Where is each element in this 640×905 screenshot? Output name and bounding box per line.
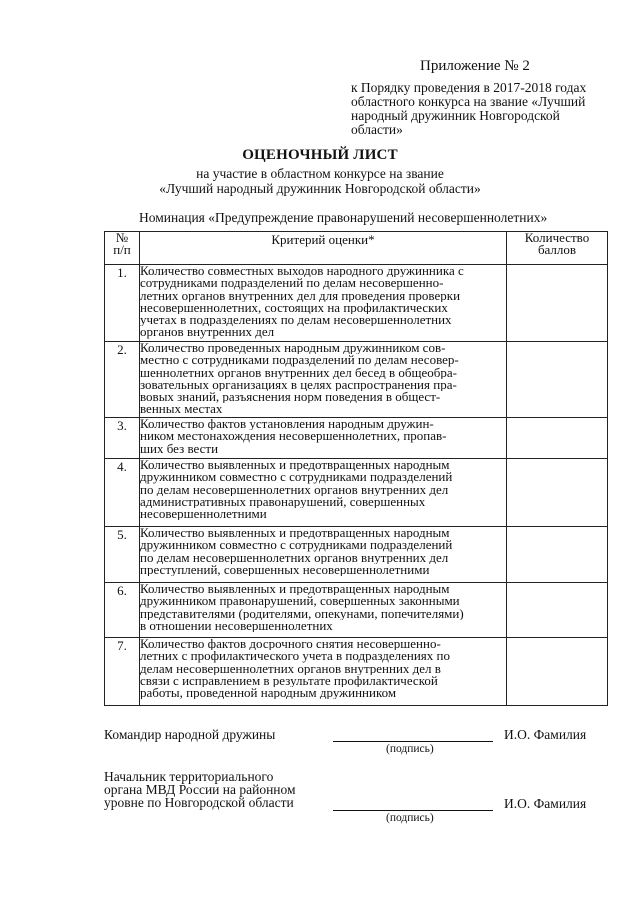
criterion-line: Количество выявленных и предотвращенных народным xyxy=(140,459,450,472)
chief-label-line: органа МВД России на районном xyxy=(104,782,296,797)
header-score-line2: баллов xyxy=(537,242,577,257)
commander-label: Командир народной дружины xyxy=(104,727,276,742)
criterion-line: дружинником совместно с сотрудниками подразделений xyxy=(140,539,453,552)
row-criterion xyxy=(140,418,507,459)
criterion-line: вовых знаний, разъяснения норм поведения в общест- xyxy=(140,391,441,404)
score-input-cell[interactable] xyxy=(507,342,608,418)
row-number: 6. xyxy=(105,583,140,638)
score-input-cell[interactable] xyxy=(507,418,608,459)
header-score-line1: Количество xyxy=(524,230,590,245)
criterion-line: ником местонахождения несовершеннолетних, пропав- xyxy=(140,430,447,443)
header-score xyxy=(507,232,608,265)
criterion-line: шеннолетних органов внутренних дел бесед в общеобра- xyxy=(140,366,457,379)
commander-signature-hint: (подпись) xyxy=(386,743,434,755)
table-row xyxy=(105,638,608,706)
table-row xyxy=(105,342,608,418)
row-criterion xyxy=(140,638,507,706)
criterion-line: представителями (родителями, опекунами, попечителями) xyxy=(140,607,464,620)
document-title: ОЦЕНОЧНЫЙ ЛИСТ xyxy=(242,147,398,163)
criterion-line: Количество проведенных народным дружинником сов- xyxy=(140,342,446,355)
criterion-line: Количество выявленных и предотвращенных народным xyxy=(140,527,450,540)
criterion-line: преступлений, совершенных несовершеннолетними xyxy=(140,563,430,577)
header-criterion: Критерий оценки* xyxy=(140,232,507,265)
criterion-line: дружинником совместно с сотрудниками подразделений xyxy=(140,471,453,484)
table-row xyxy=(105,527,608,583)
appendix-ref-line: области» xyxy=(351,122,403,137)
criterion-line: Количество фактов установления народным дружин- xyxy=(140,418,434,431)
row-criterion xyxy=(140,583,507,638)
chief-name: И.О. Фамилия xyxy=(504,796,587,811)
appendix-ref-line: к Порядку проведения в 2017-2018 годах xyxy=(351,80,587,95)
criterion-line: ших без вести xyxy=(140,442,219,455)
criterion-line: органов внутренних дел xyxy=(140,326,275,339)
criterion-line: несовершеннолетних, состоящих на профилактических xyxy=(140,301,448,315)
document-subtitle-line2: «Лучший народный дружинник Новгородской области» xyxy=(159,181,481,196)
appendix-ref-line: народный дружинник Новгородской xyxy=(351,108,560,123)
table-header-row xyxy=(105,232,608,265)
row-number: 2. xyxy=(105,342,140,418)
appendix-title: Приложение № 2 xyxy=(420,58,530,74)
score-input-cell[interactable] xyxy=(507,527,608,583)
criterion-line: работы, проведенной народным дружинником xyxy=(140,687,397,700)
criterion-line: в отношении несовершеннолетних xyxy=(140,619,333,633)
criterion-line: делам несовершеннолетних органов внутренних дел в xyxy=(140,662,441,675)
table-row xyxy=(105,583,608,638)
chief-signature-hint: (подпись) xyxy=(386,812,434,824)
criterion-line: несовершеннолетними xyxy=(140,508,267,521)
commander-name: И.О. Фамилия xyxy=(504,727,587,742)
score-input-cell[interactable] xyxy=(507,638,608,706)
row-criterion xyxy=(140,527,507,583)
chief-signature-line[interactable] xyxy=(333,810,493,811)
score-input-cell[interactable] xyxy=(507,265,608,342)
criterion-line: Количество фактов досрочного снятия несовершенно- xyxy=(140,638,441,651)
nomination: Номинация «Предупреждение правонарушений несовершеннолетних» xyxy=(139,210,548,225)
chief-label xyxy=(104,770,296,809)
criterion-line: летних с профилактического учета в подразделениях по xyxy=(140,650,450,663)
criterion-line: по делам несовершеннолетних органов внутренних дел xyxy=(140,551,449,564)
header-num xyxy=(105,232,140,265)
commander-signature-line[interactable] xyxy=(333,741,493,742)
score-table xyxy=(104,231,608,706)
criterion-line: венных местах xyxy=(140,403,223,416)
row-number: 5. xyxy=(105,527,140,583)
row-number: 1. xyxy=(105,265,140,342)
table-row xyxy=(105,418,608,459)
criterion-line: зовательных организациях в целях распространения пра- xyxy=(140,378,457,392)
criterion-line: Количество совместных выходов народного дружинника с xyxy=(140,265,464,278)
chief-label-line: Начальник территориального xyxy=(104,769,274,784)
document-subtitle-line1: на участие в областном конкурсе на звание xyxy=(196,166,444,181)
row-number: 3. xyxy=(105,418,140,459)
criterion-line: учетах в подразделениях по делам несовершеннолетних xyxy=(140,314,452,327)
header-num-line1: № xyxy=(115,230,129,245)
row-criterion xyxy=(140,459,507,527)
criterion-line: связи с исправлением в результате профилактической xyxy=(140,674,438,688)
table-row xyxy=(105,265,608,342)
table-row xyxy=(105,459,608,527)
header-num-line2: п/п xyxy=(113,242,131,257)
criterion-line: административных правонарушений, совершенных xyxy=(140,495,426,509)
row-number: 7. xyxy=(105,638,140,706)
criterion-line: дружинником правонарушений, совершенных законными xyxy=(140,595,460,608)
criterion-line: по делам несовершеннолетних органов внутренних дел xyxy=(140,483,449,496)
appendix-reference xyxy=(351,81,611,137)
row-number: 4. xyxy=(105,459,140,527)
criterion-line: летних органов внутренних дел для проведения проверки xyxy=(140,289,461,302)
criterion-line: местно с сотрудниками подразделений по делам несовер- xyxy=(140,354,459,367)
appendix-ref-line: областного конкурса на звание «Лучший xyxy=(351,94,586,109)
score-input-cell[interactable] xyxy=(507,583,608,638)
row-criterion xyxy=(140,342,507,418)
score-input-cell[interactable] xyxy=(507,459,608,527)
chief-label-line: уровне по Новгородской области xyxy=(104,795,294,810)
criterion-line: Количество выявленных и предотвращенных народным xyxy=(140,583,450,596)
criterion-line: сотрудниками подразделений по делам несовершенно- xyxy=(140,277,444,290)
row-criterion xyxy=(140,265,507,342)
